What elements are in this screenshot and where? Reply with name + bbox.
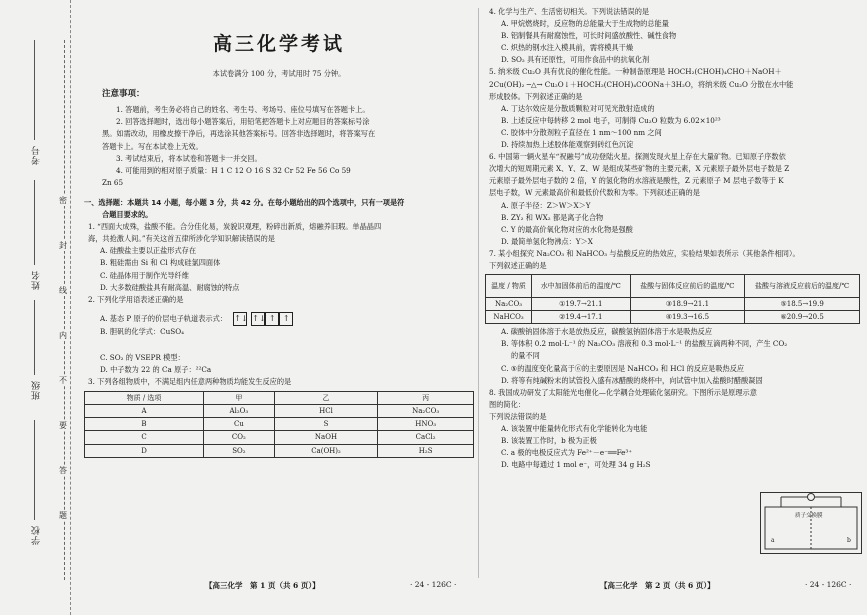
notice-item: 1. 答题前，考生务必将自己的姓名、考生号、考场号、座位号填写在答题卡上。	[116, 105, 370, 115]
page-code: · 24 - 126C ·	[805, 580, 852, 589]
table-cell: Cu	[204, 418, 275, 431]
orbital-diagram	[233, 312, 293, 326]
seal-word: 密	[59, 196, 67, 205]
school-label: 学校	[32, 525, 42, 545]
option-cont: 的量不同	[511, 351, 540, 361]
table-header-cell: 乙	[274, 392, 378, 405]
section-heading: 一、选择题：本题共 14 小题，每小题 3 分，共 42 分。在每小题给出的四个选项中，只有一项是符	[84, 197, 405, 207]
name-line	[34, 180, 35, 265]
table-cell: ①19.7→21.1	[532, 298, 631, 311]
seal-word: 线	[59, 286, 67, 295]
option: D. 持续加热上述胶体能观察到砖红色沉淀	[501, 140, 634, 150]
q3-table	[84, 391, 474, 457]
table-header-cell: 盐酸与固体反应前后的温度/℃	[630, 275, 745, 298]
table-header-cell: 物质 / 选项	[85, 392, 204, 405]
table-row	[85, 405, 474, 418]
option: B. 胆矾的化学式：CuSO₄	[100, 326, 184, 336]
option: A. 丁达尔效应是分散质颗粒对可见光散射造成的	[501, 103, 655, 113]
notice-item: 黑。如需改动，用橡皮擦干净后，再选涂其他答案标号。回答非选择题时，将答案写在	[102, 129, 376, 139]
table-cell: NaHCO₃	[486, 311, 532, 324]
question-5-cont: 形成胶体。下列叙述正确的是	[489, 91, 583, 101]
option: D. 将等有纯碱粉末的试管投入盛有冰醋酸的烧杯中，向试管中加入盐酸时醋酸凝固	[501, 375, 763, 385]
option: C. 胶体中分散剂粒子直径在 1 nm～100 nm 之间	[501, 127, 662, 137]
orbital-box: ↑	[279, 312, 293, 326]
name-label: 姓名	[32, 270, 42, 290]
exam-title: 高三化学考试	[212, 33, 345, 55]
notice-title: 注意事项：	[102, 89, 145, 100]
question-6-cont: 元素原子最外层电子数的 2 倍，Y 的氢化物的水溶液是酸性，Z 元素原子 M 层电子数等于 K	[489, 176, 784, 186]
table-cell: SO₂	[204, 444, 275, 457]
table-header-cell: 甲	[204, 392, 275, 405]
option: D. SO₂ 具有还原性，可用作食品中的抗氧化剂	[501, 55, 650, 65]
notice-item: Zn 65	[102, 177, 124, 187]
table-header-row	[486, 275, 860, 298]
seal-word: 封	[59, 241, 67, 250]
q7-table	[485, 274, 860, 324]
option: D. 大多数硅酸盐具有耐高温、耐腐蚀的特点	[100, 282, 240, 292]
exam-no-label: 考号	[32, 145, 42, 165]
option: C. a 极的电极反应式为 Fe²⁺－e⁻══Fe³⁺	[501, 448, 633, 458]
exam-subtitle: 本试卷满分 100 分，考试用时 75 分钟。	[212, 69, 346, 79]
option: B. ZY₂ 和 WX₂ 都是离子化合物	[501, 212, 604, 222]
page-footer: 【高三化学 第 2 页（共 6 页）】	[600, 581, 715, 590]
question-5: 5. 纳米级 Cu₂O 具有优良的催化性能。一种制备原理是 HOCH₂(CHOH)₄CHO＋NaOH＋	[489, 67, 782, 77]
table-cell: HNO₃	[378, 418, 474, 431]
left-column	[84, 6, 474, 458]
question-8-cont: 下列说法错误的是	[489, 411, 547, 421]
option: B. 该装置工作时，b 极为正极	[501, 436, 597, 446]
page-divider	[478, 8, 479, 578]
option: A. 该装置中能量转化形式有化学能转化为电能	[501, 424, 648, 433]
option: B. 上述反应中每转移 2 mol 电子，可制得 Cu₂O 粒数为 6.02×10²³	[501, 115, 721, 125]
seal-word: 答	[59, 466, 67, 475]
section-heading-cont: 合题目要求的。	[102, 210, 153, 220]
question-2: 2. 下列化学用语表述正确的是	[88, 294, 184, 304]
question-6-cont: 层电子数，W 元素最高价和最低价代数和为零。下列叙述正确的是	[489, 188, 700, 198]
table-cell: Al₂O₃	[204, 405, 275, 418]
orbital-box: ↑↓	[233, 312, 247, 326]
page-code: · 24 - 126C ·	[410, 580, 457, 589]
seal-word: 要	[59, 421, 67, 430]
table-cell: ②19.4→17.1	[532, 311, 631, 324]
question-6: 6. 中国第一辆火星车“祝融号”成功登陆火星。探测发现火星上存在大量矿物。已知原子序数依	[489, 152, 786, 162]
table-cell: H₂S	[378, 444, 474, 457]
question-7: 7. 某小组探究 Na₂CO₃ 和 NaHCO₃ 与盐酸反应的热效应，实验结果如表所示（其他条件相同）。	[489, 248, 800, 258]
notice-item: 答题卡上。写在本试卷上无效。	[102, 141, 203, 151]
exam-no-line	[34, 40, 35, 140]
orbital-box: ↑↓	[251, 312, 265, 326]
question-1-cont: 海，共抢激人间。”有关这首五律所涉化学知识解读错误的是	[88, 234, 275, 244]
class-line	[34, 300, 35, 375]
question-3: 3. 下列各组物质中，不满足组内任意两种物质均能发生反应的是	[88, 377, 292, 387]
option: D. 中子数为 22 的 Ca 原子：²²Ca	[100, 364, 212, 374]
page-footer: 【高三化学 第 1 页（共 6 页）】	[205, 581, 320, 590]
option: A. 甲烷燃烧时，反应物的总能量大于生成物的总能量	[501, 19, 669, 29]
question-4: 4. 化学与生产、生活密切相关。下列说法错误的是	[489, 7, 650, 16]
orbital-box: ↑	[265, 312, 279, 326]
option: B. 等体积 0.2 mol·L⁻¹ 的 Na₂CO₃ 溶液和 0.3 mol·L⁻¹ 的盐酸互滴两种不同，产生 CO₂	[501, 339, 788, 349]
school-line	[34, 420, 35, 520]
option: A. 碳酸钠固体溶于水是放热反应，碳酸氢钠固体溶于水是吸热反应	[501, 327, 713, 337]
question-7-cont: 下列叙述正确的是	[489, 260, 547, 270]
question-5-cont: 2Cu(OH)₂ ─△→ Cu₂O↓＋HOCH₂(CHOH)₄COONa＋3H₂O，将纳米级 Cu₂O 分散在水中能	[489, 79, 794, 89]
table-cell: HCl	[274, 405, 378, 418]
table-cell: C	[85, 431, 204, 444]
table-row	[85, 444, 474, 457]
table-cell: ④19.3→16.5	[630, 311, 745, 324]
table-cell: Na₂CO₃	[486, 298, 532, 311]
question-6-cont: 次增大的短周期元素 X、Y、Z、W 是组成某些矿物的主要元素，X 元素原子最外层电子数是 Z	[489, 164, 790, 174]
seal-dashed-line	[64, 40, 65, 580]
question-1: 1. “西面大成殊，盐酸不能。合分佳化易，炭貌识观理，粉碎出新质，熔融养旧瑕。单晶晶四	[88, 222, 382, 232]
table-row	[85, 431, 474, 444]
electrolysis-apparatus-diagram	[760, 492, 862, 554]
option-text: A. 基态 P 原子的价层电子轨道表示式：	[100, 313, 227, 323]
option: C. 硅晶体用于制作光导纤维	[100, 270, 189, 280]
seal-word: 不	[59, 376, 67, 385]
option: A. 原子半径：Z＞W＞X＞Y	[501, 200, 591, 210]
option: C. Y 的最高价氧化物对应的水化物是强酸	[501, 224, 633, 234]
option: D. 电路中每通过 1 mol e⁻，可处理 34 g H₂S	[501, 460, 651, 470]
electrode-b-label: b	[847, 537, 851, 544]
apparatus-svg	[761, 493, 861, 553]
seal-word: 内	[59, 331, 67, 340]
table-cell: ⑥20.9→20.5	[745, 311, 860, 324]
table-header-cell: 丙	[378, 392, 474, 405]
option: A. 硅酸盐主要以正盐形式存在	[100, 246, 197, 256]
class-label: 班级	[32, 380, 42, 400]
table-row	[486, 298, 860, 311]
table-header-cell: 温度 / 物质	[486, 275, 532, 298]
question-8: 8. 我国成功研发了太阳能光电催化—化学耦合处理硫化氢研究。下图所示是原理示意图的简化：	[489, 387, 757, 409]
binding-margin	[0, 0, 71, 615]
table-cell: ⑤18.5→19.9	[745, 298, 860, 311]
notice-item: 3. 考试结束后，将本试卷和答题卡一并交回。	[116, 153, 262, 163]
table-cell: S	[274, 418, 378, 431]
table-cell: Ca(OH)₂	[274, 444, 378, 457]
notice-item: 2. 回答选择题时，选出每小题答案后，用铅笔把答题卡上对应题目的答案标号涂	[116, 117, 370, 127]
option: B. 粗硅需由 Si 和 Cl 构成硅氯四面体	[100, 258, 221, 268]
option	[84, 312, 474, 326]
table-row	[85, 418, 474, 431]
table-cell: NaOH	[274, 431, 378, 444]
table-cell: CO₂	[204, 431, 275, 444]
table-row	[486, 311, 860, 324]
option: C. ⑤的温度变化量高于⑥的主要原因是 NaHCO₃ 和 HCl 的反应是吸热反应	[501, 363, 745, 373]
table-cell: D	[85, 444, 204, 457]
option: C. 炽热的钢水注入模具前，需将模具干燥	[501, 43, 634, 53]
table-header-cell: 盐酸与溶液反应前后的温度/℃	[745, 275, 860, 298]
option: B. 铝制餐具有耐腐蚀性，可长时间盛放酸性、碱性食物	[501, 31, 677, 41]
membrane-label: 质子交换膜	[795, 513, 823, 519]
table-cell: Na₂CO₃	[378, 405, 474, 418]
table-cell: CaCl₂	[378, 431, 474, 444]
seal-word: 题	[59, 511, 67, 520]
table-cell: ③18.9→21.1	[630, 298, 745, 311]
table-header-row	[85, 392, 474, 405]
right-column	[485, 6, 860, 471]
table-header-cell: 水中加固体前后的温度/℃	[532, 275, 631, 298]
table-cell: B	[85, 418, 204, 431]
notice-item: 4. 可能用到的相对原子质量：H 1 C 12 O 16 S 32 Cr 52 Fe 56 Co 59	[116, 165, 351, 175]
electrode-a-label: a	[771, 537, 775, 544]
option: C. SO₂ 的 VSEPR 模型：	[100, 352, 185, 362]
option: D. 最简单氢化物沸点：Y＞X	[501, 236, 593, 246]
table-cell: A	[85, 405, 204, 418]
